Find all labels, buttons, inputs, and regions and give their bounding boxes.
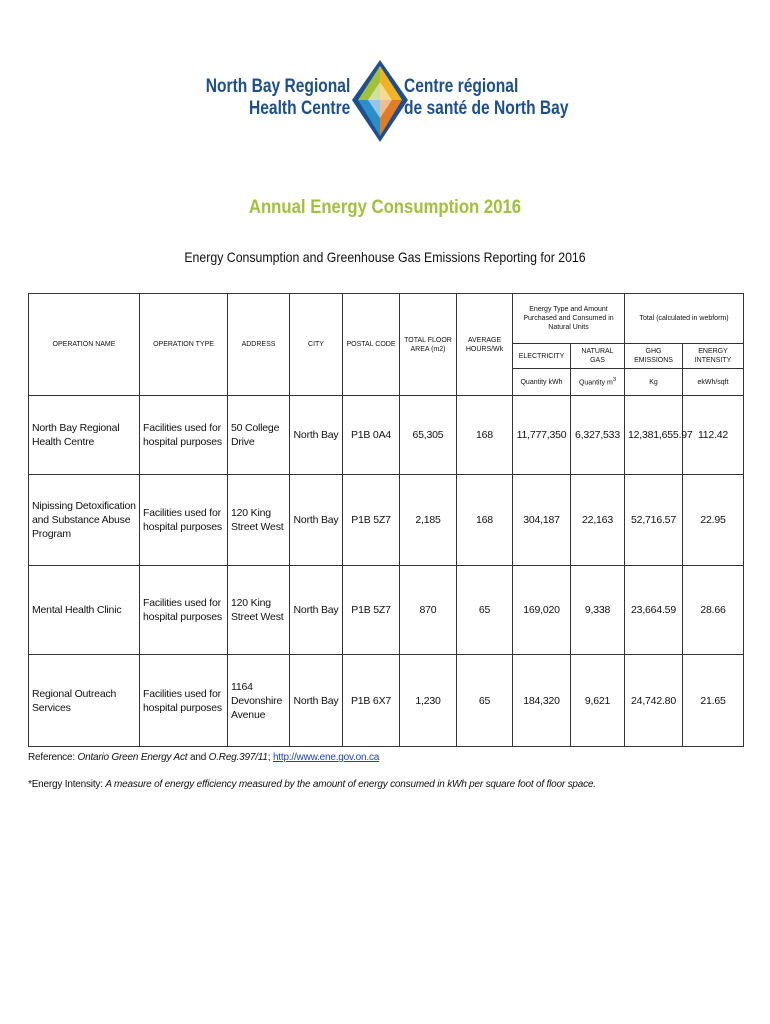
header-electricity: ELECTRICITY: [513, 344, 571, 369]
cell-postal: P1B 5Z7: [343, 566, 400, 655]
cell-address: 120 King Street West: [228, 475, 290, 566]
cell-area: 2,185: [400, 475, 457, 566]
cell-electricity: 169,020: [513, 566, 571, 655]
cell-intensity: 28.66: [683, 566, 744, 655]
footnote-text: A measure of energy efficiency measured by the amount of energy consumed in kWh per square foot of floor space.: [105, 779, 596, 790]
cell-type: Facilities used for hospital purposes: [140, 396, 228, 475]
cell-address: 1164 Devonshire Avenue: [228, 655, 290, 747]
header-total-group: Total (calculated in webform): [625, 294, 744, 344]
cell-address: 120 King Street West: [228, 566, 290, 655]
cell-hours: 168: [457, 396, 513, 475]
page-subtitle: Energy Consumption and Greenhouse Gas Emissions Reporting for 2016: [184, 249, 586, 265]
table-row: [29, 396, 744, 475]
cell-intensity: 112.42: [683, 396, 744, 475]
unit-ghg: Kg: [625, 369, 683, 396]
table-row: [29, 475, 744, 566]
header-city: CITY: [290, 294, 343, 396]
cell-type: Facilities used for hospital purposes: [140, 475, 228, 566]
cell-ghg: 24,742.80: [625, 655, 683, 747]
unit-intensity: ekWh/sqft: [683, 369, 744, 396]
cell-hours: 168: [457, 475, 513, 566]
header-postal-code: POSTAL CODE: [343, 294, 400, 396]
header-address: ADDRESS: [228, 294, 290, 396]
cell-city: North Bay: [290, 655, 343, 747]
cell-postal: P1B 6X7: [343, 655, 400, 747]
cell-gas: 9,621: [571, 655, 625, 747]
cell-intensity: 22.95: [683, 475, 744, 566]
logo-text-english: [205, 76, 350, 120]
unit-gas-sup: 3: [612, 377, 617, 384]
cell-city: North Bay: [290, 475, 343, 566]
cell-name: North Bay Regional Health Centre: [29, 396, 140, 475]
header-intensity: ENERGY INTENSITY: [683, 344, 744, 369]
header-avg-hours: AVERAGE HOURS/Wk: [457, 294, 513, 396]
cell-city: North Bay: [290, 566, 343, 655]
reference-prefix: Reference:: [28, 752, 78, 763]
reference-line: [28, 752, 379, 763]
logo-en-line1: North Bay Regional: [205, 76, 350, 97]
reference-separator: ;: [267, 752, 273, 763]
cell-gas: 9,338: [571, 566, 625, 655]
cell-ghg: 23,664.59: [625, 566, 683, 655]
cell-postal: P1B 0A4: [343, 396, 400, 475]
cell-electricity: 184,320: [513, 655, 571, 747]
reference-link[interactable]: http://www.ene.gov.on.ca: [272, 752, 380, 763]
cell-hours: 65: [457, 655, 513, 747]
reference-act: Ontario Green Energy Act: [77, 752, 188, 763]
cell-ghg: 52,716.57: [625, 475, 683, 566]
cell-hours: 65: [457, 566, 513, 655]
cell-type: Facilities used for hospital purposes: [140, 655, 228, 747]
cell-name: Regional Outreach Services: [29, 655, 140, 747]
header-energy-group: Energy Type and Amount Purchased and Consumed in Natural Units: [513, 294, 625, 344]
cell-postal: P1B 5Z7: [343, 475, 400, 566]
logo-en-line2: Health Centre: [248, 98, 350, 119]
footnote-prefix: *Energy Intensity:: [28, 779, 106, 790]
cell-area: 870: [400, 566, 457, 655]
header-ghg: GHG EMISSIONS: [625, 344, 683, 369]
cell-intensity: 21.65: [683, 655, 744, 747]
cell-type: Facilities used for hospital purposes: [140, 566, 228, 655]
logo-fr-line1: Centre régional: [404, 76, 519, 97]
header-operation-type: OPERATION TYPE: [140, 294, 228, 396]
cell-address: 50 College Drive: [228, 396, 290, 475]
energy-table: [28, 293, 744, 747]
cell-area: 1,230: [400, 655, 457, 747]
cell-electricity: 304,187: [513, 475, 571, 566]
logo: [0, 58, 770, 148]
header-operation-name: OPERATION NAME: [29, 294, 140, 396]
unit-natural-gas: [571, 369, 625, 396]
footnote: [28, 779, 596, 790]
header-floor-area: TOTAL FLOOR AREA (m2): [400, 294, 457, 396]
cell-gas: 6,327,533: [571, 396, 625, 475]
cell-city: North Bay: [290, 396, 343, 475]
cell-gas: 22,163: [571, 475, 625, 566]
logo-diamond-icon: [352, 60, 408, 142]
cell-area: 65,305: [400, 396, 457, 475]
header-natural-gas: NATURAL GAS: [571, 344, 625, 369]
cell-ghg: 12,381,655.97: [625, 396, 683, 475]
table-row: [29, 655, 744, 747]
logo-fr-line2: de santé de North Bay: [404, 98, 569, 119]
cell-name: Mental Health Clinic: [29, 566, 140, 655]
page-title: Annual Energy Consumption 2016: [248, 197, 522, 218]
unit-electricity: Quantity kWh: [513, 369, 571, 396]
cell-electricity: 11,777,350: [513, 396, 571, 475]
reference-and: and: [187, 752, 209, 763]
reference-regulation: O.Reg.397/11: [208, 752, 268, 763]
logo-text-french: [404, 76, 568, 120]
cell-name: Nipissing Detoxification and Substance Abuse Program: [29, 475, 140, 566]
unit-gas-text: Quantity m: [578, 379, 613, 387]
table-row: [29, 566, 744, 655]
